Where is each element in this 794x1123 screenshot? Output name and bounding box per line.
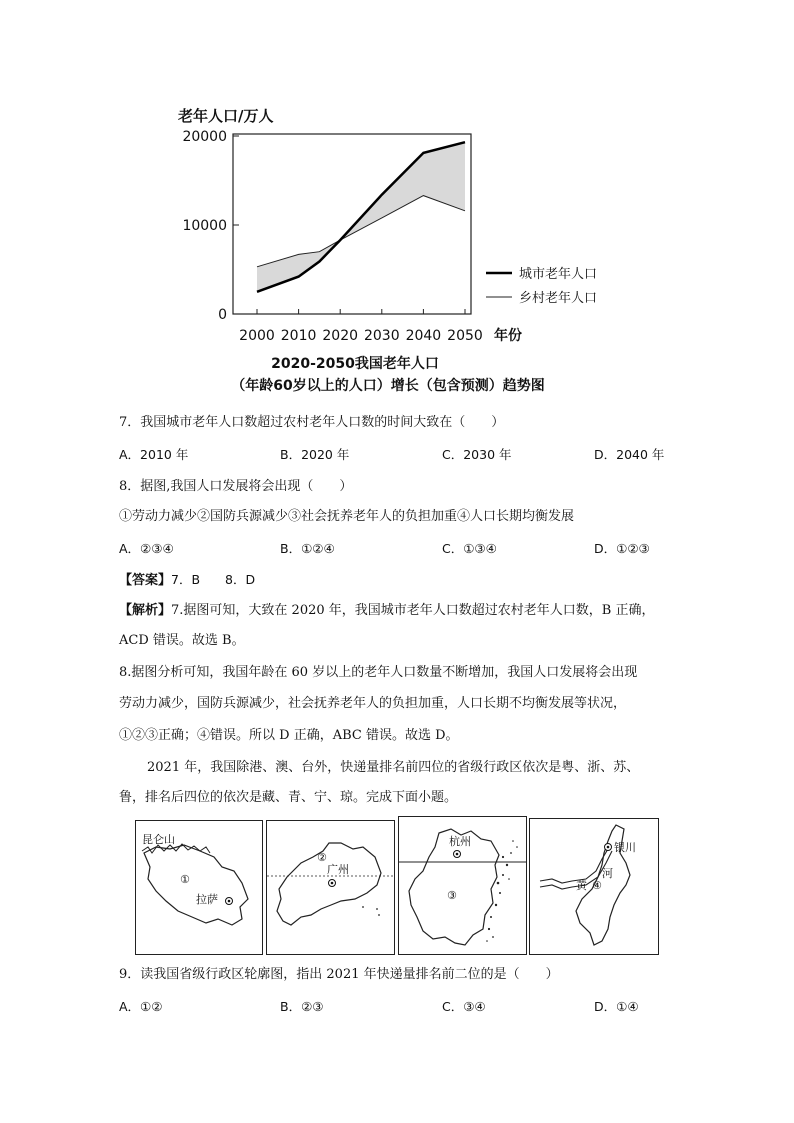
kunlun-label: 昆仑山 <box>142 833 175 846</box>
x-tick-label: 2030 <box>363 328 400 344</box>
region-2-number: ② <box>317 851 327 864</box>
map-panel-4 <box>529 818 659 955</box>
hangzhou-label: 杭州 <box>449 835 471 848</box>
lhasa-label: 拉萨 <box>196 893 218 906</box>
intro-line-1: 2021 年，我国除港、澳、台外，快递量排名前四位的省级行政区依次是粤、浙、苏、 <box>147 760 640 775</box>
y-axis-label: 老年人口/万人 <box>178 107 274 125</box>
map-panel-2 <box>266 820 395 955</box>
q9-option-a[interactable]: A．①② <box>119 999 163 1014</box>
legend-label-rural: 乡村老年人口 <box>519 291 598 306</box>
x-tick-label: 2000 <box>239 328 275 344</box>
analysis-line-2: ACD 错误。故选 B。 <box>119 633 245 648</box>
yinchuan-label: 银川 <box>614 841 636 854</box>
legend-label-urban: 城市老年人口 <box>519 267 598 282</box>
analysis-line-5: ①②③正确；④错误。所以 D 正确，ABC 错误。故选 D。 <box>119 728 459 743</box>
intro-line-2: 鲁，排名后四位的依次是藏、青、宁、琼。完成下面小题。 <box>119 790 458 805</box>
x-tick-label: 2020 <box>322 328 359 344</box>
analysis-text-1: 7.据图可知，大致在 2020 年，我国城市老年人口数超过农村老年人口数，B 正确， <box>171 603 655 618</box>
q8-items: ①劳动力减少②国防兵源减少③社会抚养老年人的负担加重④人口长期均衡发展 <box>119 509 575 524</box>
chart-subtitle: （年龄60岁以上的人口）增长（包含预测）趋势图 <box>231 378 545 394</box>
ningxia-outline <box>530 819 658 954</box>
region-3-number: ③ <box>447 889 457 902</box>
tibet-outline <box>136 821 262 954</box>
x-tick-label: 2010 <box>280 328 317 344</box>
guangzhou-label: 广州 <box>327 863 349 876</box>
x-axis-label: 年份 <box>494 328 522 344</box>
series-line-rural <box>257 196 465 267</box>
guangdong-outline <box>267 821 394 954</box>
region-1-number: ① <box>180 873 190 886</box>
q7-option-c[interactable]: C．2030 年 <box>442 447 512 462</box>
x-tick-label: 2040 <box>405 328 442 344</box>
map-panel-1 <box>135 820 263 955</box>
region-4-number: ④ <box>592 879 602 892</box>
q8-option-a[interactable]: A．②③④ <box>119 541 174 556</box>
q9-option-b[interactable]: B．②③ <box>280 999 324 1014</box>
q7-option-d[interactable]: D．2040 年 <box>594 447 665 462</box>
q9-stem: 9．读我国省级行政区轮廓图，指出 2021 年快递量排名前二位的是（ ） <box>119 967 559 982</box>
analysis-label: 【解析】 <box>119 603 172 618</box>
answer-line <box>119 571 255 590</box>
y-tick-label: 10000 <box>182 218 227 234</box>
answer-text: 7．B 8．D <box>171 572 256 587</box>
answer-label: 【答案】 <box>119 573 172 588</box>
analysis-line-3: 8.据图分析可知，我国年龄在 60 岁以上的老年人口数量不断增加，我国人口发展将会出现 <box>119 665 638 680</box>
q8-option-d[interactable]: D．①②③ <box>594 541 650 556</box>
river-label-huang: 黄 <box>576 879 587 892</box>
map-panel-3 <box>398 816 527 955</box>
q9-option-c[interactable]: C．③④ <box>442 999 486 1014</box>
zhejiang-outline <box>399 817 526 954</box>
q7-stem: 7．我国城市老年人口数超过农村老年人口数的时间大致在（ ） <box>119 415 505 430</box>
q7-option-a[interactable]: A．2010 年 <box>119 447 189 462</box>
y-tick-label: 0 <box>218 307 227 323</box>
chart-title: 2020-2050我国老年人口 <box>271 356 439 372</box>
population-chart <box>0 95 794 400</box>
x-tick-label: 2050 <box>447 328 483 344</box>
q8-option-c[interactable]: C．①③④ <box>442 541 497 556</box>
q8-stem: 8．据图,我国人口发展将会出现（ ） <box>119 479 353 494</box>
q9-option-d[interactable]: D．①④ <box>594 999 639 1014</box>
y-tick-label: 20000 <box>182 129 227 145</box>
analysis-line-4: 劳动力减少，国防兵源减少，社会抚养老年人的负担加重，人口长期不均衡发展等状况， <box>119 696 627 711</box>
analysis-line-1 <box>119 602 654 620</box>
q7-option-b[interactable]: B．2020 年 <box>280 447 350 462</box>
river-label-he: 河 <box>602 867 613 880</box>
q8-option-b[interactable]: B．①②④ <box>280 541 335 556</box>
